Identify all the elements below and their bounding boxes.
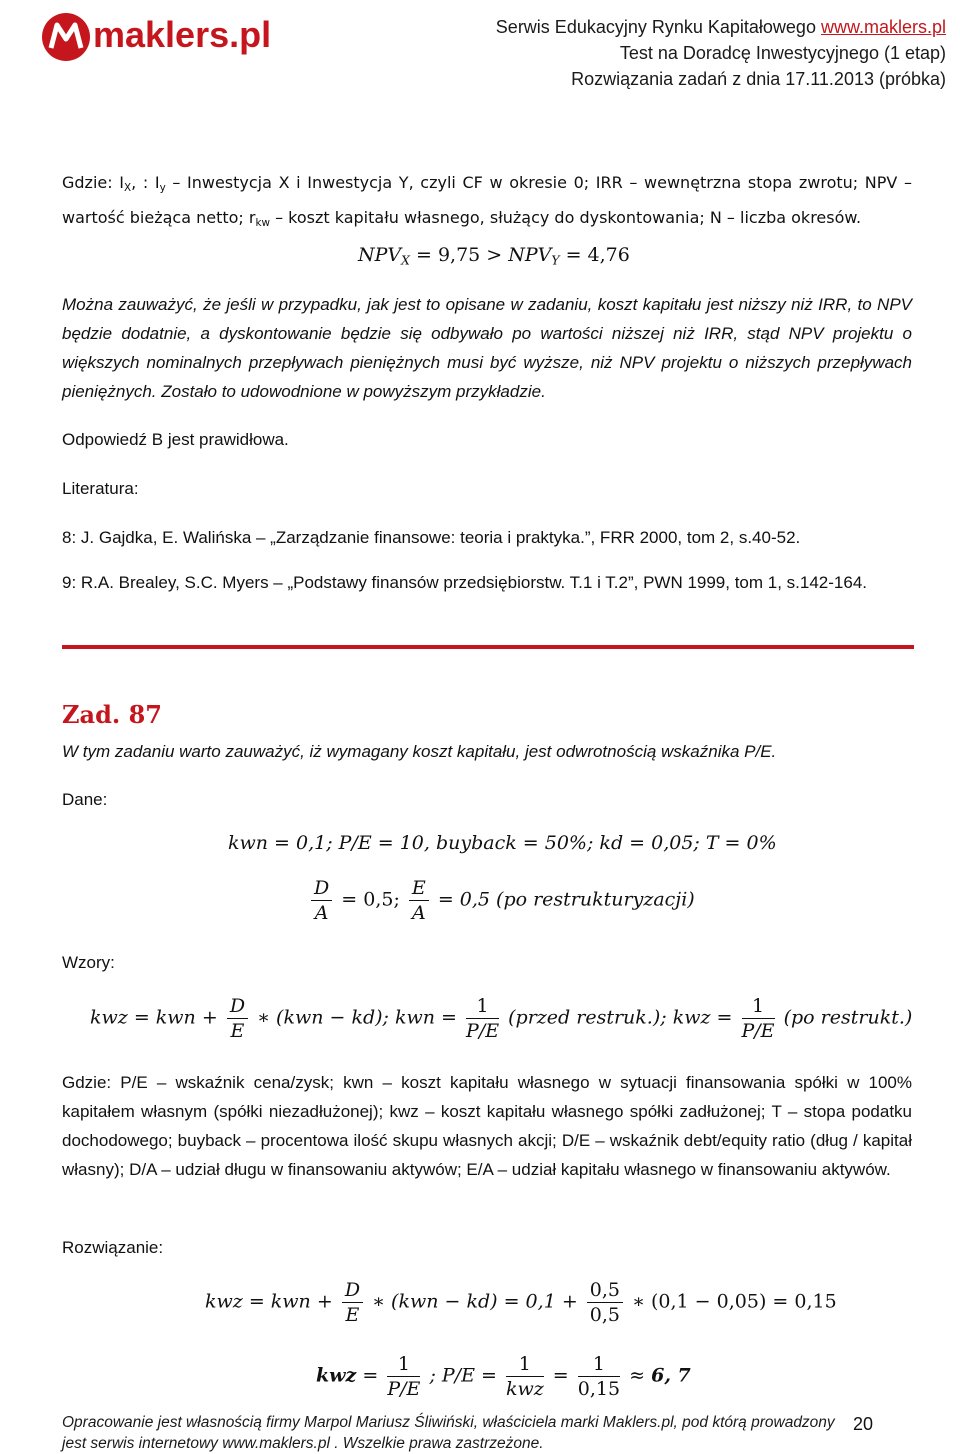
header-line-1: Serwis Edukacyjny Rynku Kapitałowego www.maklers.pl xyxy=(495,17,946,37)
solution-equation-1: kwz = kwn + $\frac{D}{E}$ ∗ (kwn − kd) = 0,1 + $\frac{0,5}{0,5}$ ∗ (0,1 − 0,05) = 0,15 xyxy=(205,1279,837,1326)
page-number: 20 xyxy=(853,1414,874,1434)
section-divider xyxy=(62,645,914,649)
header-block xyxy=(496,14,946,92)
formulas-equation: kwz = kwn + $\frac{D}{E}$ ∗ (kwn − kd); kwn = $\frac{1}{P/E}$ (przed restruk.); kwz = $\frac{1}{P/E}$ (po restrukt.) xyxy=(90,995,913,1042)
gdzie-paragraph: Gdzie: P/E – wskaźnik cena/zysk; kwn – koszt kapitału własnego w sytuacji finansowania spółki w 100% kapitałem własnym (spółki niezadłużonej); kwz – koszt kapitału własnego spółki zadłużonej; T – stopa podatku dochodowego; buyback – procentowa ilość skupu własnych akcji; D/E – wskaźnik debt/equity ratio (dług / kapitał własny); D/A – udział długu w finansowaniu aktywów; E/A – udział kapitału własnego w finansowaniu aktywów. xyxy=(62,1073,912,1179)
header-line-2: Test na Doradcę Inwestycyjnego (1 etap) xyxy=(619,43,946,63)
literature-item-2: 9: R.A. Brealey, S.C. Myers – „Podstawy finansów przedsiębiorstw. T.1 i T.2”, PWN 1999, tom 1, s.142-164. xyxy=(62,573,868,592)
maklers-logo xyxy=(37,8,272,64)
answer-text: Odpowiedź B jest prawidłowa. xyxy=(62,430,289,449)
site-link[interactable]: www.maklers.pl xyxy=(820,17,946,37)
npv-equation: $NPV_X = 9,75 > NPV_Y = 4,76$ xyxy=(358,244,630,268)
footer-text: Opracowanie jest własnością firmy Marpol Mariusz Śliwiński, właściciela marki Maklers.pl, pod którą prowadzony jest serwis internetowy www.maklers.pl . Wszelkie prawa zastrzeżone. xyxy=(62,1414,835,1452)
dane-equation-1: kwn = 0,1; P/E = 10, buyback = 50%; kd = 0,05; T = 0% xyxy=(228,832,777,854)
conclusion-paragraph: Można zauważyć, że jeśli w przypadku, jak jest to opisane w zadaniu, koszt kapitału jest niższy niż IRR, to NPV będzie dodatnie, a dyskontowanie będzie się odbywało po wartości niższej niż IRR, stąd NPV projektu o większych nominalnych przepływach pieniężnych musi być wyższe, niż NPV projektu o niższych przepływach pieniężnych. Zostało to udowodnione w powyższym przykładzie. xyxy=(62,295,912,401)
header-line-3: Rozwiązania zadań z dnia 17.11.2013 (próbka) xyxy=(571,69,946,89)
logo-text: makler xyxy=(93,14,210,55)
literature-item-1: 8: J. Gajdka, E. Walińska – „Zarządzanie finansowe: teoria i praktyka.”, FRR 2000, tom 2, s.40-52. xyxy=(62,528,801,547)
rozwiazanie-label: Rozwiązanie: xyxy=(62,1238,164,1257)
task-title: Zad. 87 xyxy=(62,700,162,729)
logo-suffix: s.pl xyxy=(209,14,272,55)
gdzie-prev-paragraph: Gdzie: $I_X$, : $I_y$ – Inwestycja X i Inwestycja Y, czyli CF w okresie 0; IRR – wewnętrzna stopa zwrotu; NPV – wartość bieżąca netto; $r_{kw}$ – koszt kapitału własnego, służący do dyskontowania; N – liczba okresów. xyxy=(62,173,912,230)
dane-label: Dane: xyxy=(62,790,108,809)
solution-equation-2: kwz = $\frac{1}{P/E}$ ; P/E = $\frac{1}{\text{kwz}}$ = $\frac{1}{0,15}$ ≈ 6, 7 xyxy=(316,1353,691,1400)
wzory-label: Wzory: xyxy=(62,953,115,972)
task-intro: W tym zadaniu warto zauważyć, iż wymagany koszt kapitału, jest odwrotnością wskaźnika P/E. xyxy=(62,742,777,761)
literature-label: Literatura: xyxy=(62,479,139,498)
dane-equation-2: $\frac{D}{A}$ = 0,5; $\frac{E}{A}$ = 0,5 (po restrukturyzacji) xyxy=(308,876,695,925)
